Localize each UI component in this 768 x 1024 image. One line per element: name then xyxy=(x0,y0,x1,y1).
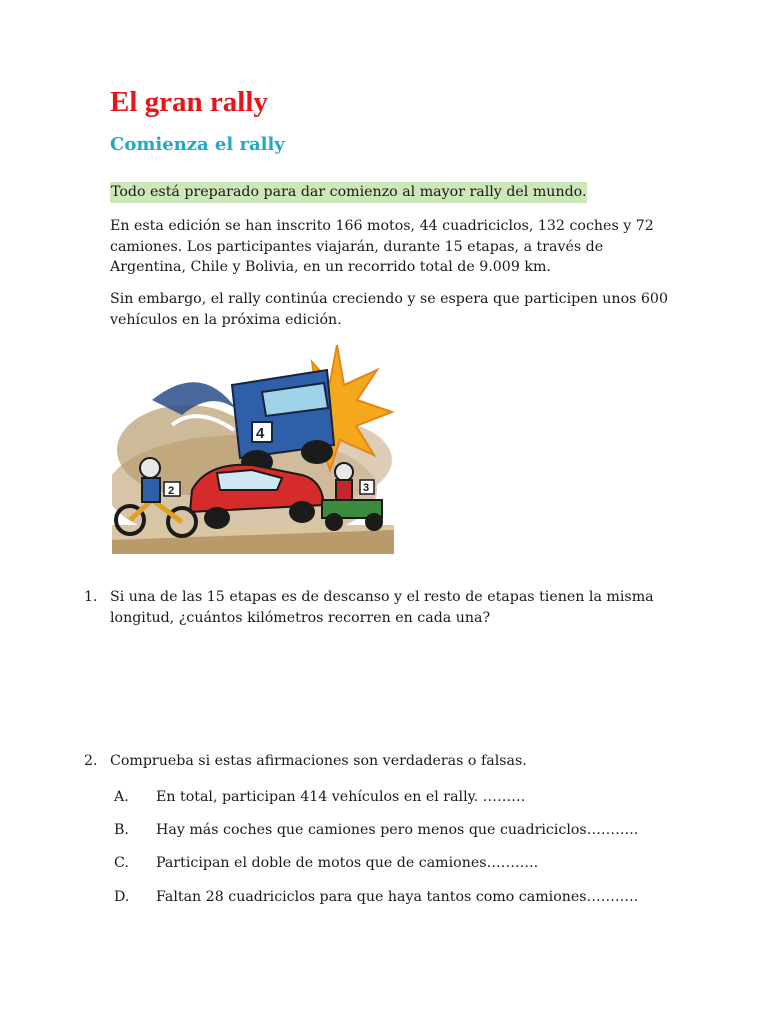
page-title: El gran rally xyxy=(110,86,268,118)
question-1 xyxy=(84,587,704,628)
option-text: Faltan 28 cuadriciclos para que haya tantos como camiones……….. xyxy=(156,889,639,905)
truck-number: 4 xyxy=(256,425,265,442)
quad-number: 3 xyxy=(363,482,370,494)
question-number: 1. xyxy=(84,589,98,605)
question-text: Si una de las 15 etapas es de descanso y el resto de etapas tienen la misma longitud, ¿cuántos kilómetros recorren en cada una? xyxy=(110,589,654,626)
option-text: Participan el doble de motos que de camiones……….. xyxy=(156,855,539,871)
question-2 xyxy=(84,751,704,772)
section-subtitle: Comienza el rally xyxy=(110,134,285,155)
rally-vehicles-illustration xyxy=(112,340,394,554)
moto-number: 2 xyxy=(168,485,175,497)
paragraph-growth: Sin embargo, el rally continúa creciendo y se espera que participen unos 600 vehículos en la próxima edición. xyxy=(110,291,668,328)
highlighted-intro: Todo está preparado para dar comienzo al mayor rally del mundo. xyxy=(110,182,587,203)
question-number: 2. xyxy=(84,753,98,769)
option-letter: A. xyxy=(114,789,129,805)
option-letter: D. xyxy=(114,889,130,905)
paragraph-participants: En esta edición se han inscrito 166 motos, 44 cuadriciclos, 132 coches y 72 camiones. Los participantes viajarán, durante 15 etapas, a través de Argentina, Chile y Bolivia, en un recorrido total de 9.009 km. xyxy=(110,218,654,275)
option-text: En total, participan 414 vehículos en el rally. ……… xyxy=(156,789,526,805)
option-text: Hay más coches que camiones pero menos que cuadriciclos……….. xyxy=(156,822,639,838)
option-letter: C. xyxy=(114,855,129,871)
question-text: Comprueba si estas afirmaciones son verdaderas o falsas. xyxy=(110,753,527,769)
option-letter: B. xyxy=(114,822,129,838)
